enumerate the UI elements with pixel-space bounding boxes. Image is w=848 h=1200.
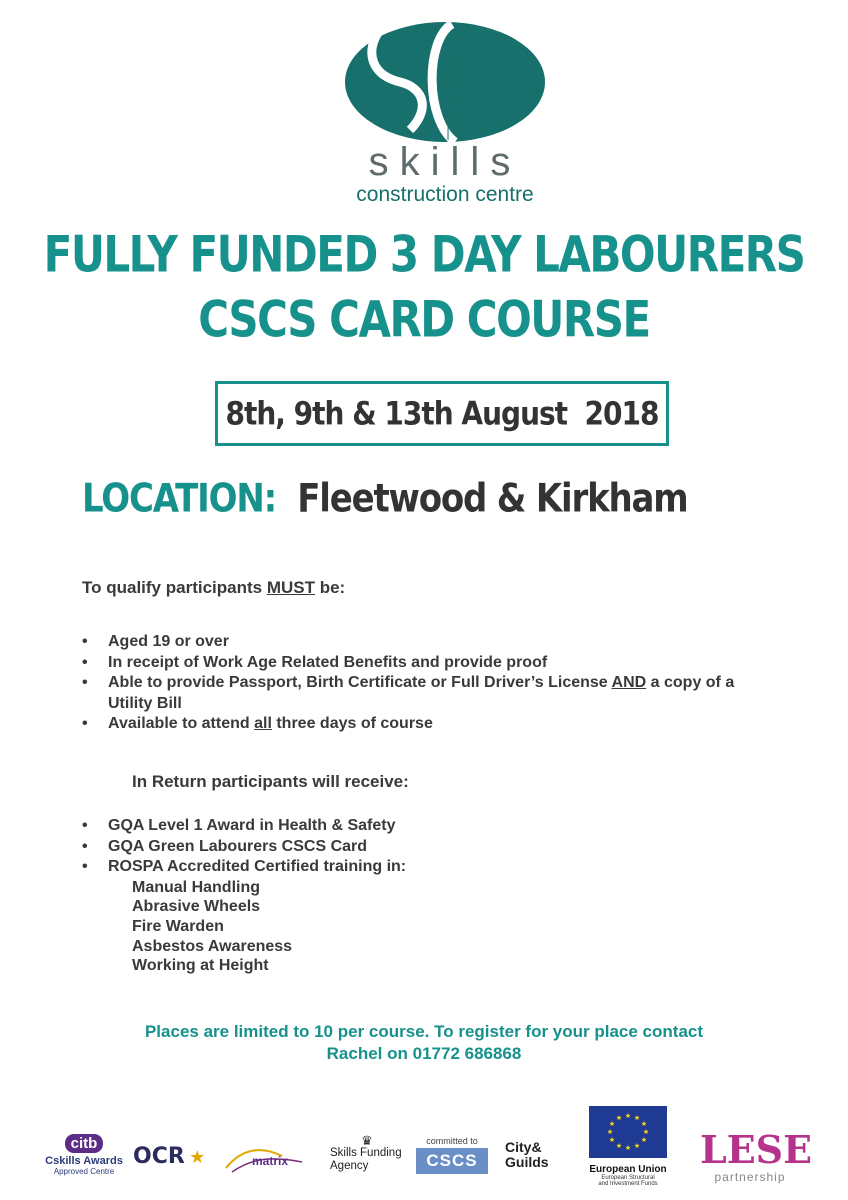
eu-flag-icon [589, 1106, 667, 1158]
svg-text:★: ★ [642, 1128, 650, 1136]
lese-logo [700, 1127, 813, 1186]
svg-text:★: ★ [608, 1120, 616, 1128]
citb-sub-1: Cskills Awards [45, 1155, 123, 1167]
eu-line-1: European Union [589, 1164, 667, 1175]
city-guilds-logo [505, 1140, 565, 1180]
svg-text:★: ★ [640, 1120, 648, 1128]
list-item [82, 857, 782, 976]
qualify-emphasis: MUST [266, 578, 315, 597]
svg-text:★: ★ [633, 1114, 641, 1122]
qualify-prefix: To qualify participants [82, 578, 267, 597]
skills-funding-agency-logo [330, 1134, 404, 1182]
sfa-line-2: Agency [330, 1160, 369, 1172]
requirement-attend-emphasis: all [254, 715, 272, 732]
matrix-logo [222, 1138, 310, 1178]
logo-tagline: construction centre [356, 183, 534, 206]
list-item [82, 837, 782, 858]
training-item: Abrasive Wheels [132, 898, 261, 916]
training-item: Manual Handling [132, 878, 260, 896]
citb-sub-2: Approved Centre [53, 1167, 115, 1176]
contact-line-1: Places are limited to 10 per course. To register for your place contact [144, 1022, 704, 1041]
qualify-heading [82, 578, 345, 598]
eu-line-3: and Investment Funds [598, 1181, 658, 1187]
requirement-attend-prefix: Available to attend [108, 715, 255, 732]
matrix-logo-text: matrix [252, 1154, 289, 1168]
headline-line-2: CSCS CARD COURSE [198, 290, 650, 349]
location-label: LOCATION: [82, 476, 276, 522]
svg-text:★: ★ [624, 1112, 632, 1120]
list-item [82, 714, 782, 735]
cg-line-2: Guilds [505, 1154, 549, 1170]
logo-wordmark: skills [368, 140, 522, 184]
training-list [108, 878, 782, 977]
eu-line-2: European Structural [601, 1175, 655, 1181]
svg-text:★: ★ [633, 1142, 641, 1150]
ocr-logo-text: OCR [133, 1144, 185, 1169]
svg-text:★: ★ [615, 1142, 623, 1150]
list-item [82, 632, 782, 653]
list-item [82, 673, 782, 714]
benefits-list [82, 816, 782, 976]
lese-sub-text: partnership [714, 1170, 786, 1184]
benefit-rospa: ROSPA Accredited Certified training in: [108, 858, 407, 875]
requirement-benefits: In receipt of Work Age Related Benefits and provide proof [108, 653, 548, 671]
course-dates: 8th, 9th & 13th August 2018 [225, 394, 659, 433]
requirements-list [82, 632, 782, 735]
location [82, 476, 687, 522]
cscs-top-text: committed to [426, 1136, 478, 1146]
list-item [82, 816, 782, 837]
return-heading: In Return participants will receive: [132, 772, 409, 791]
benefit-cscs-card: GQA Green Labourers CSCS Card [108, 837, 368, 855]
training-item: Asbestos Awareness [132, 937, 293, 955]
lese-logo-text: LESE [700, 1127, 813, 1172]
training-item: Working at Height [132, 957, 269, 975]
sponsor-logos [0, 1100, 848, 1200]
svg-text:★: ★ [615, 1114, 623, 1122]
benefit-health-safety: GQA Level 1 Award in Health & Safety [108, 817, 396, 834]
requirement-age: Aged 19 or over [108, 633, 229, 650]
requirement-id-emphasis: AND [611, 674, 647, 691]
crest-icon: ♛ [361, 1133, 373, 1148]
ocr-logo [133, 1144, 209, 1184]
sfa-line-1: Skills Funding [330, 1147, 402, 1159]
svg-text:★: ★ [608, 1136, 616, 1144]
requirement-attend-suffix: three days of course [271, 715, 433, 732]
headline-line-1: FULLY FUNDED 3 DAY LABOURERS [43, 225, 805, 284]
svg-text:★: ★ [606, 1128, 614, 1136]
cg-line-1: City& [505, 1139, 542, 1155]
qualify-suffix: be: [315, 578, 346, 597]
contact-line-2: Rachel on 01772 686868 [326, 1044, 522, 1063]
european-union-logo [586, 1106, 670, 1194]
svg-text:★: ★ [640, 1136, 648, 1144]
ocr-star-icon: ★ [189, 1147, 206, 1167]
citb-logo-text: citb [65, 1134, 104, 1153]
cscs-logo-text: CSCS [416, 1148, 488, 1174]
cscs-logo [416, 1136, 488, 1178]
location-value: Fleetwood & Kirkham [275, 476, 688, 522]
training-item: Fire Warden [132, 917, 224, 935]
course-dates-box [215, 381, 669, 446]
citb-logo [44, 1134, 124, 1180]
requirement-id-suffix: a copy of a Utility Bill [108, 674, 735, 712]
requirement-id-prefix: Able to provide Passport, Birth Certificate or Full Driver’s License [108, 674, 612, 691]
svg-text:★: ★ [624, 1144, 632, 1152]
list-item [82, 653, 782, 674]
contact-info [0, 1021, 848, 1065]
